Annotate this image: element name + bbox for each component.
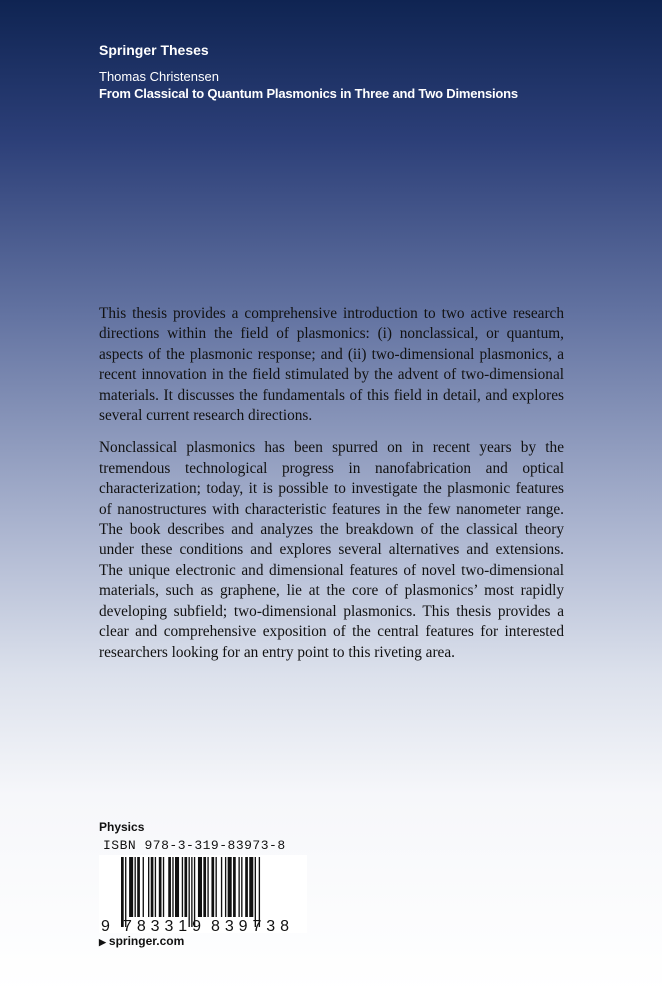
barcode-bar [135, 857, 136, 917]
publisher-link[interactable] [99, 934, 184, 948]
barcode-bar [182, 857, 183, 917]
barcode-bar [168, 857, 171, 917]
barcode-bar [216, 857, 217, 917]
barcode-bar [245, 857, 248, 917]
barcode-bar [148, 857, 149, 917]
triangle-right-icon: ▶ [99, 937, 106, 947]
barcode-bar [233, 857, 236, 917]
blurb-text [99, 304, 564, 675]
barcode-bar [125, 857, 126, 927]
barcode-digits-left: 783319 [123, 918, 201, 933]
barcode-bar [228, 857, 232, 917]
barcode-bar [184, 857, 187, 917]
barcode-digit-lead: 9 [101, 918, 110, 933]
blurb-paragraph-1: This thesis provides a comprehensive introduction to two active research directions within the field of plasmonics: (i) nonclassical, or quantum, aspects of the plasmonic response; and (ii) two-dimensional plasmonics, a recent innovation in the field stimulated by the advent of two-dimensional materials. It discusses the fundamentals of this field in detail, and explores several current research directions. [99, 305, 564, 425]
barcode [99, 855, 307, 933]
barcode-bar [207, 857, 208, 917]
barcode-bar [159, 857, 162, 917]
barcode-bar [203, 857, 206, 917]
barcode-bar [155, 857, 156, 917]
barcode-bar [198, 857, 202, 917]
barcode-bar [137, 857, 140, 917]
barcode-bar [172, 857, 173, 917]
isbn-text: ISBN 978-3-319-83973-8 [103, 838, 286, 853]
barcode-bar [191, 857, 192, 927]
author-name: Thomas Christensen [99, 69, 219, 84]
barcode-bar [151, 857, 154, 917]
barcode-digits-right: 839738 [211, 918, 289, 933]
barcode-bar [211, 857, 214, 917]
barcode-bar [129, 857, 133, 917]
barcode-bar [175, 857, 179, 917]
series-name: Springer Theses [99, 42, 209, 58]
blurb-paragraph-2: Nonclassical plasmonics has been spurred on in recent years by the tremendous technological progress in nanofabrication and optical characterization; today, it is possible to investigate the plasmonic features of nanostructures with characteristic features in the few nanometer range. The book describes and analyzes the breakdown of the classical theory under these conditions and explores several alternatives and extensions. The unique electronic and dimensional features of novel two-dimensional materials, such as graphene, lie at the core of plasmonics’ most rapidly developing subfield; two-dimensional plasmonics. This thesis provides a clear and comprehensive exposition of the central features for interested researchers looking for an entry point to this riveting area. [99, 439, 564, 661]
barcode-bar [225, 857, 226, 917]
barcode-bar [238, 857, 239, 917]
barcode-bar [121, 857, 124, 927]
barcode-bar [221, 857, 222, 917]
publisher-url: springer.com [108, 934, 185, 948]
barcode-bar [241, 857, 242, 917]
barcode-bar [189, 857, 190, 927]
barcode-bar [255, 857, 256, 927]
barcode-bar [194, 857, 195, 927]
barcode-bar [143, 857, 144, 917]
barcode-bar [163, 857, 164, 917]
book-title: From Classical to Quantum Plasmonics in Three and Two Dimensions [99, 86, 518, 101]
barcode-bar [249, 857, 253, 917]
subject-label: Physics [99, 820, 145, 834]
barcode-bar [259, 857, 260, 927]
